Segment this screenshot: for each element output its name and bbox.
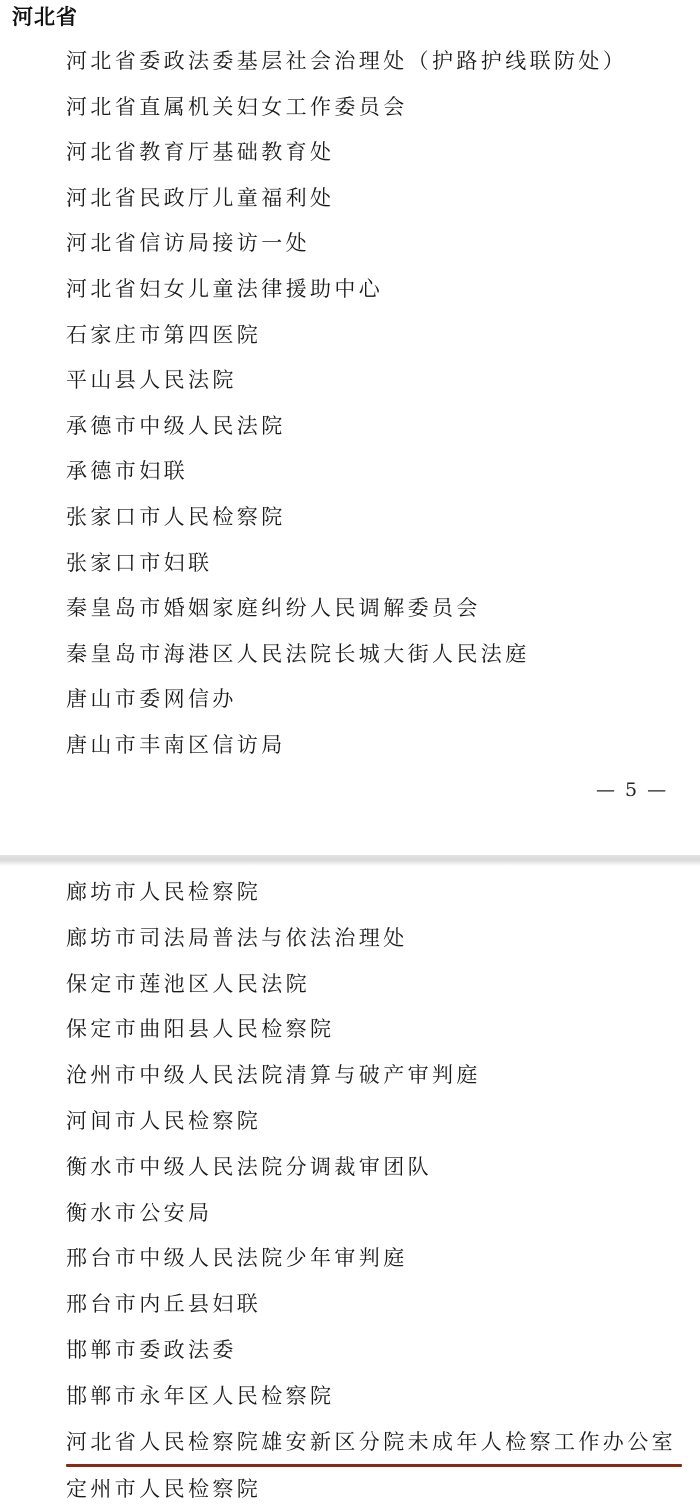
list-item: 保定市曲阳县人民检察院 bbox=[66, 1017, 335, 1042]
list-item: 邯郸市永年区人民检察院 bbox=[66, 1383, 335, 1408]
page-number: — 5 — bbox=[596, 779, 669, 801]
list-item: 唐山市丰南区信访局 bbox=[66, 733, 286, 757]
list-item: 廊坊市司法局普法与依法治理处 bbox=[66, 925, 408, 950]
list-item: 衡水市中级人民法院分调裁审团队 bbox=[66, 1154, 432, 1179]
list-item: 沧州市中级人民法院清算与破产审判庭 bbox=[66, 1063, 481, 1088]
highlight-underline bbox=[66, 1464, 682, 1467]
list-item: 石家庄市第四医院 bbox=[66, 322, 262, 347]
list-item: 河北省委政法委基层社会治理处（护路护线联防处） bbox=[66, 49, 628, 73]
list-item: 河北省民政厅儿童福利处 bbox=[66, 185, 335, 210]
list-item: 河北省信访局接访一处 bbox=[66, 231, 310, 256]
section-heading: 河北省 bbox=[12, 5, 78, 29]
list-item: 邢台市中级人民法院少年审判庭 bbox=[66, 1246, 408, 1271]
page-separator bbox=[0, 852, 700, 866]
list-item: 邯郸市委政法委 bbox=[66, 1338, 237, 1362]
list-item: 承德市中级人民法院 bbox=[66, 413, 286, 438]
list-item: 唐山市委网信办 bbox=[66, 687, 237, 712]
list-item: 河间市人民检察院 bbox=[66, 1109, 262, 1133]
list-item: 河北省教育厅基础教育处 bbox=[66, 140, 335, 165]
list-item: 河北省人民检察院雄安新区分院未成年人检察工作办公室 bbox=[66, 1429, 676, 1454]
list-item: 定州市人民检察院 bbox=[66, 1477, 262, 1501]
list-item: 河北省直属机关妇女工作委员会 bbox=[66, 94, 408, 119]
list-item: 保定市莲池区人民法院 bbox=[66, 971, 310, 996]
list-item: 平山县人民法院 bbox=[66, 368, 237, 393]
list-item: 张家口市人民检察院 bbox=[66, 505, 286, 529]
list-item: 秦皇岛市婚姻家庭纠纷人民调解委员会 bbox=[66, 596, 481, 621]
document-page-bottom bbox=[0, 866, 700, 1511]
list-item: 邢台市内丘县妇联 bbox=[66, 1292, 262, 1317]
list-item: 廊坊市人民检察院 bbox=[66, 880, 262, 904]
list-item: 秦皇岛市海港区人民法院长城大街人民法庭 bbox=[66, 641, 530, 666]
list-item: 张家口市妇联 bbox=[66, 550, 213, 575]
list-item: 衡水市公安局 bbox=[66, 1200, 213, 1225]
list-item: 河北省妇女儿童法律援助中心 bbox=[66, 277, 384, 301]
list-item: 承德市妇联 bbox=[66, 459, 188, 484]
